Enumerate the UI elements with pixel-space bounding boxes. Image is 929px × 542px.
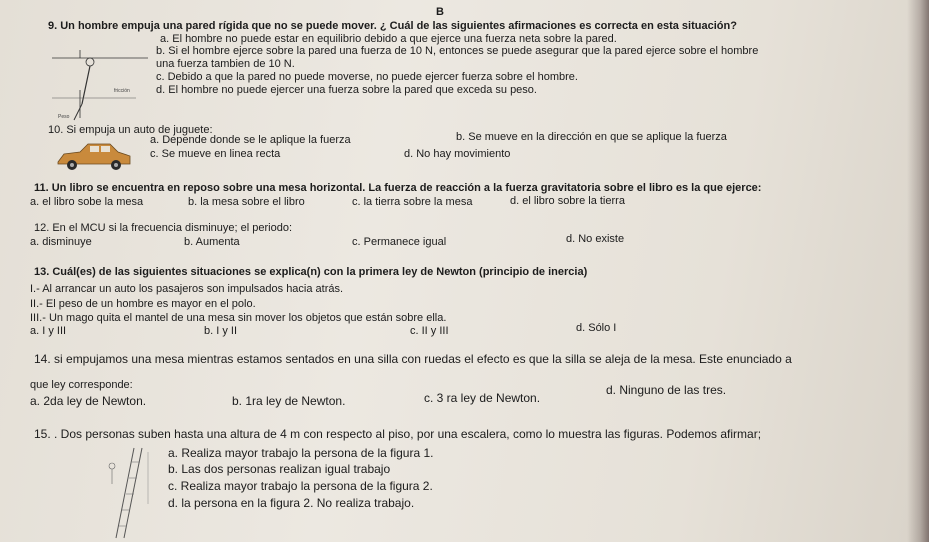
q9-option-d: d. El hombre no puede ejercer una fuerza sobre la pared que exceda su peso. — [156, 84, 537, 96]
q11-option-b: b. la mesa sobre el libro — [188, 196, 305, 208]
q13-stem: 13. Cuál(es) de las siguientes situaciones se explica(n) con la primera ley de Newton (principio de inercia) — [34, 266, 588, 278]
q15-stem: 15. . Dos personas suben hasta una altura de 4 m con respecto al piso, por una escalera, como lo muestra las figuras. Podemos afirmar; — [34, 427, 762, 441]
q15-option-d: d. la persona en la figura 2. No realiza trabajo. — [168, 496, 415, 510]
q12-option-c: c. Permanece igual — [352, 236, 447, 248]
q9-option-c: c. Debido a que la pared no puede moverse, no puede ejercer fuerza sobre el hombre. — [156, 71, 578, 83]
q9-friction-label: fricción — [114, 88, 130, 94]
q9-option-b-cont: una fuerza tambien de 10 N. — [156, 58, 295, 70]
q15-ladder-figures — [96, 444, 162, 540]
q13-statement-i: I.- Al arrancar un auto los pasajeros son impulsados hacia atrás. — [30, 283, 344, 295]
q13-option-d: d. Sólo I — [576, 322, 617, 334]
q14-option-d: d. Ninguno de las tres. — [606, 383, 727, 397]
q15-option-b: b. Las dos personas realizan igual trabajo — [168, 462, 391, 476]
q14-stem: 14. si empujamos una mesa mientras estamos sentados en una silla con ruedas el efecto es que la silla se aleja de la mesa. Este enunciado a — [34, 352, 792, 366]
q11-option-a: a. el libro sobe la mesa — [30, 196, 144, 208]
q12-option-a: a. disminuye — [30, 236, 92, 248]
header-letter: B — [436, 6, 444, 18]
q9-option-a: a. El hombre no puede estar en equilibrio debido a que ejerce una fuerza neta sobre la pared. — [160, 33, 617, 45]
q10-option-d: d. No hay movimiento — [404, 148, 511, 160]
q9-force-diagram — [52, 44, 156, 122]
q9-weight-label: Peso — [58, 114, 70, 120]
q10-option-a: a. Depende donde se le aplique la fuerza — [150, 134, 351, 146]
q15-option-a: a. Realiza mayor trabajo la persona de la figura 1. — [168, 446, 434, 460]
q14-stem-cont: que ley corresponde: — [30, 379, 133, 391]
q13-statement-ii: II.- El peso de un hombre es mayor en el polo. — [30, 298, 256, 310]
q10-option-b: b. Se mueve en la dirección en que se aplique la fuerza — [456, 131, 727, 143]
page-edge-shadow — [907, 0, 929, 542]
q14-option-c: c. 3 ra ley de Newton. — [424, 391, 541, 405]
q11-option-d: d. el libro sobre la tierra — [510, 195, 625, 207]
q9-stem: 9. Un hombre empuja una pared rígida que no se puede mover. ¿ Cuál de las siguientes afirmaciones es correcta en esta situación? — [48, 20, 737, 32]
q11-stem: 11. Un libro se encuentra en reposo sobre una mesa horizontal. La fuerza de reacción a la fuerza gravitatoria sobre el libro es la que ejerce: — [34, 182, 762, 194]
q11-option-c: c. la tierra sobre la mesa — [352, 196, 473, 208]
q14-option-a: a. 2da ley de Newton. — [30, 394, 147, 408]
q10-stem: 10. Si empuja un auto de juguete: — [48, 124, 213, 136]
q12-stem: 12. En el MCU si la frecuencia disminuye; el periodo: — [34, 222, 293, 234]
q12-option-b: b. Aumenta — [184, 236, 240, 248]
q13-option-c: c. II y III — [410, 325, 449, 337]
q12-option-d: d. No existe — [566, 233, 625, 245]
q15-option-c: c. Realiza mayor trabajo la persona de la figura 2. — [168, 479, 433, 493]
toy-car-image — [54, 138, 134, 174]
q13-option-a: a. I y III — [30, 325, 67, 337]
q14-option-b: b. 1ra ley de Newton. — [232, 394, 346, 408]
q13-statement-iii: III.- Un mago quita el mantel de una mesa sin mover los objetos que están sobre ella. — [30, 312, 447, 324]
q13-option-b: b. I y II — [204, 325, 238, 337]
q9-option-b: b. Si el hombre ejerce sobre la pared una fuerza de 10 N, entonces se puede asegurar que la pared ejerce sobre el hombre — [156, 45, 759, 57]
q10-option-c: c. Se mueve en linea recta — [150, 148, 281, 160]
